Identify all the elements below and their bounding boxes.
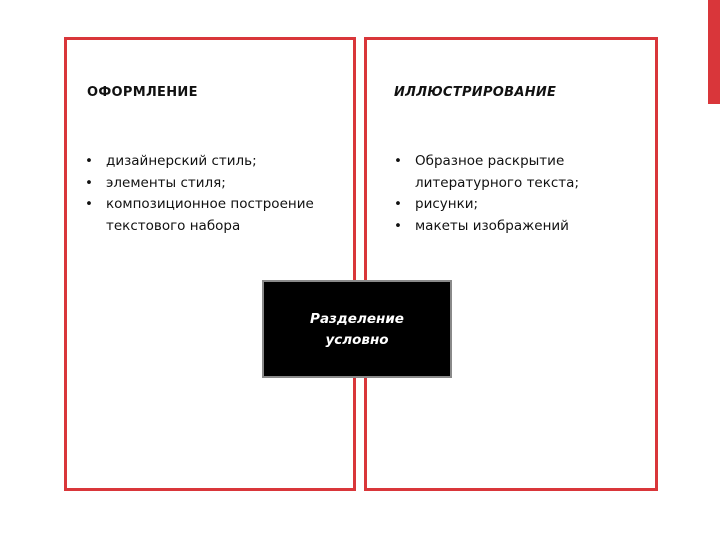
bullet-icon: • [394,217,402,234]
division-note-text: Разделение условно [310,311,404,348]
list-item: • композиционное построение текстового набора [85,196,314,234]
left-column-list [85,151,347,237]
bullet-icon: • [85,174,93,191]
bullet-icon: • [85,153,93,169]
right-column-panel [364,37,658,491]
list-item: • Образное раскрытие литературного текста; [394,153,579,191]
list-item: • элементы стиля; [85,173,347,195]
bullet-icon: • [394,196,402,212]
bullet-icon: • [85,196,93,212]
left-column-panel [64,37,356,491]
list-item: • дизайнерский стиль; [85,151,347,173]
accent-bar [708,0,720,104]
bullet-icon: • [394,153,402,169]
right-column-list [394,151,656,237]
division-note-box [262,280,452,378]
list-item: • рисунки; [394,194,656,216]
right-column-heading: ИЛЛЮСТРИРОВАНИЕ [394,85,557,100]
list-item: • макеты изображений [394,216,656,238]
left-column-heading: ОФОРМЛЕНИЕ [87,85,198,100]
